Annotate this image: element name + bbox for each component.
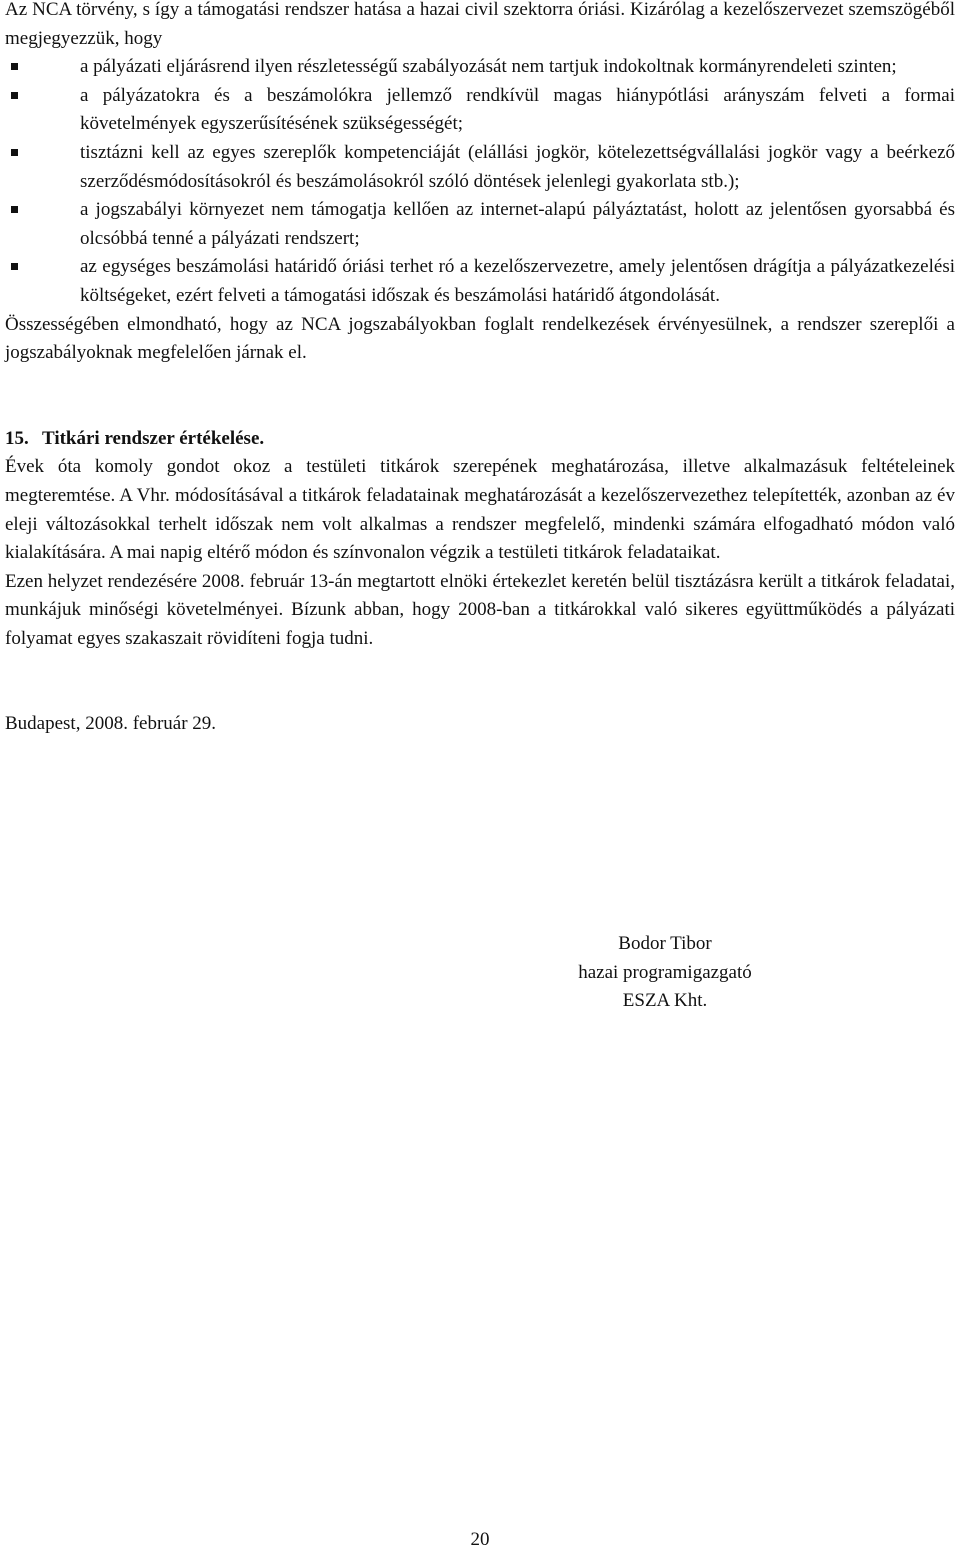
section-number: 15. — [5, 427, 29, 449]
list-item — [5, 253, 955, 310]
list-item — [5, 196, 955, 253]
signatory-organization: ESZA Kht. — [622, 990, 708, 1012]
page-number: 20 — [470, 1529, 490, 1550]
summary-paragraph: Összességében elmondható, hogy az NCA jogszabályokban foglalt rendelkezések érvényesülnek, a rendszer szereplői a jogszabályoknak megfelelően járnak el. — [5, 313, 955, 364]
list-item-text: a jogszabályi környezet nem támogatja kellően az internet-alapú pályáztatást, holott az jelentősen gyorsabbá és olcsóbbá tenné a pályázati rendszert; — [80, 199, 955, 249]
list-item-text: a pályázati eljárásrend ilyen részletességű szabályozását nem tartjuk indokoltnak kormányrendeleti szinten; — [80, 56, 897, 78]
section-title: Titkári rendszer értékelése. — [42, 427, 265, 449]
square-bullet-icon — [11, 263, 18, 270]
list-item-text: az egységes beszámolási határidő óriási terhet ró a kezelőszervezetre, amely jelentősen drágítja a pályázatkezelési költségeket, ezért felveti a támogatási időszak és beszámolási határidő átgondolását. — [80, 256, 955, 306]
signature-block — [555, 930, 775, 1016]
document-body — [5, 0, 955, 739]
section-paragraph-2: Ezen helyzet rendezésére 2008. február 13-án megtartott elnöki értekezlet keretén belül tisztázásra került a titkárok feladatai, munkájuk minőségi követelményei. Bízunk abban, hogy 2008-ban a titkárokkal való sikeres együttműködés a pályázati folyamat egyes szakaszait rövidíteni fogja tudni. — [5, 570, 955, 649]
signatory-name: Bodor Tibor — [618, 933, 712, 954]
list-item — [5, 139, 955, 196]
square-bullet-icon — [11, 206, 18, 213]
section-heading — [5, 425, 955, 454]
place-date: Budapest, 2008. február 29. — [5, 713, 217, 735]
square-bullet-icon — [11, 92, 18, 99]
list-item-text: a pályázatokra és a beszámolókra jellemző rendkívül magas hiánypótlási arányszám felveti a formai követelmények egyszerűsítésének szükségességét; — [80, 84, 955, 135]
remarks-list — [5, 53, 955, 310]
signatory-position: hazai programigazgató — [578, 961, 752, 983]
list-item-text: tisztázni kell az egyes szereplők kompetenciáját (elállási jogkör, kötelezettségvállalási jogkör vagy a beérkező szerződésmódosításokról és beszámolásokról szóló döntések jelenlegi gyakorlata stb.); — [80, 141, 955, 192]
list-item — [5, 82, 955, 139]
section-paragraph-1: Évek óta komoly gondot okoz a testületi titkárok szerepének meghatározása, illetve alkalmazásuk feltételeinek megteremtése. A Vhr. módosításával a titkárok feladatainak meghatározását a kezelőszervezethez telepítették, azonban az év eleji változásokkal terhelt időszak nem volt alkalmas a rendszer megfelelő, mindenki számára elfogadható módon való kialakítására. A mai napig eltérő módon és színvonalon végzik a testületi titkárok feladataikat. — [5, 456, 955, 564]
square-bullet-icon — [11, 63, 18, 70]
square-bullet-icon — [11, 149, 18, 156]
intro-paragraph: Az NCA törvény, s így a támogatási rendszer hatása a hazai civil szektorra óriási. Kizárólag a kezelőszervezet szemszögéből megjegyezzük, hogy — [5, 0, 955, 49]
list-item — [5, 53, 955, 82]
